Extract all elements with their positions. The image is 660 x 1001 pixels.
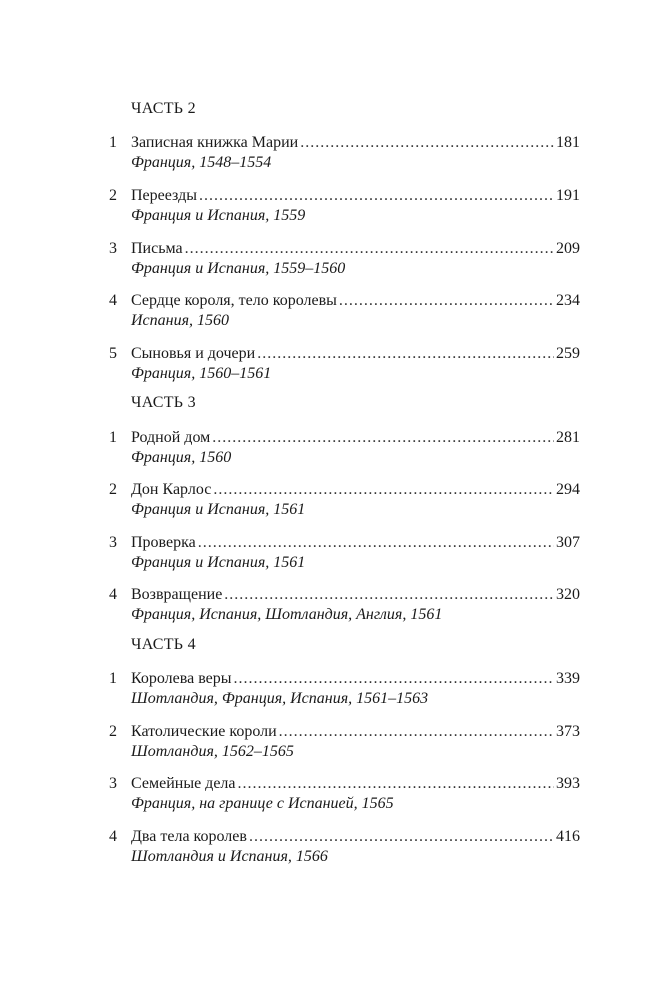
page-number: 307 — [556, 534, 580, 551]
dot-leader — [224, 585, 554, 605]
chapter-subtitle: Франция, 1560 — [131, 449, 232, 466]
chapter-line — [131, 585, 580, 605]
dot-leader — [212, 428, 554, 448]
chapter-line — [131, 533, 580, 553]
chapter-title: Родной дом — [131, 429, 211, 446]
chapter-line — [131, 428, 580, 448]
chapter-line — [131, 480, 580, 500]
chapter-number: 1 — [109, 670, 117, 687]
chapter-subtitle: Франция, Испания, Шотландия, Англия, 1561 — [131, 606, 443, 623]
page-number: 281 — [556, 429, 580, 446]
page-number: 259 — [556, 345, 580, 362]
dot-leader — [213, 480, 554, 500]
chapter-number: 5 — [109, 345, 117, 362]
dot-leader — [234, 669, 554, 689]
page-number: 209 — [556, 240, 580, 257]
chapter-title: Дон Карлос — [131, 481, 212, 498]
dot-leader — [257, 344, 554, 364]
chapter-title: Записная книжка Марии — [131, 134, 299, 151]
page-number: 181 — [556, 134, 580, 151]
page-number: 294 — [556, 481, 580, 498]
chapter-line — [131, 722, 580, 742]
chapter-line — [131, 133, 580, 153]
chapter-line — [131, 774, 580, 794]
chapter-number: 4 — [109, 828, 117, 845]
chapter-line — [131, 186, 580, 206]
chapter-title: Королева веры — [131, 670, 232, 687]
part-heading: ЧАСТЬ 4 — [131, 636, 196, 653]
page-number: 320 — [556, 586, 580, 603]
chapter-subtitle: Шотландия, 1562–1565 — [131, 743, 294, 760]
chapter-subtitle: Франция и Испания, 1561 — [131, 554, 306, 571]
page-number: 234 — [556, 292, 580, 309]
chapter-line — [131, 291, 580, 311]
chapter-subtitle: Испания, 1560 — [131, 312, 230, 329]
chapter-title: Католические короли — [131, 723, 277, 740]
dot-leader — [185, 239, 554, 259]
page-number: 339 — [556, 670, 580, 687]
chapter-number: 3 — [109, 534, 117, 551]
chapter-number: 1 — [109, 429, 117, 446]
chapter-number: 4 — [109, 292, 117, 309]
chapter-line — [131, 669, 580, 689]
page-number: 416 — [556, 828, 580, 845]
part-heading: ЧАСТЬ 2 — [131, 100, 196, 117]
chapter-subtitle: Франция, 1548–1554 — [131, 154, 272, 171]
chapter-number: 1 — [109, 134, 117, 151]
dot-leader — [199, 186, 554, 206]
chapter-number: 3 — [109, 240, 117, 257]
chapter-line — [131, 827, 580, 847]
chapter-title: Сыновья и дочери — [131, 345, 256, 362]
chapter-subtitle: Франция и Испания, 1559 — [131, 207, 306, 224]
page-number: 393 — [556, 775, 580, 792]
chapter-title: Проверка — [131, 534, 196, 551]
page-number: 373 — [556, 723, 580, 740]
chapter-subtitle: Шотландия и Испания, 1566 — [131, 848, 328, 865]
chapter-number: 4 — [109, 586, 117, 603]
chapter-subtitle: Франция, на границе с Испанией, 1565 — [131, 795, 394, 812]
part-heading: ЧАСТЬ 3 — [131, 394, 196, 411]
chapter-title: Два тела королев — [131, 828, 247, 845]
chapter-number: 2 — [109, 187, 117, 204]
chapter-subtitle: Франция, 1560–1561 — [131, 365, 272, 382]
chapter-line — [131, 239, 580, 259]
dot-leader — [339, 291, 554, 311]
chapter-number: 2 — [109, 481, 117, 498]
chapter-title: Письма — [131, 240, 183, 257]
dot-leader — [300, 133, 554, 153]
dot-leader — [249, 827, 554, 847]
chapter-title: Семейные дела — [131, 775, 236, 792]
dot-leader — [198, 533, 554, 553]
chapter-title: Возвращение — [131, 586, 223, 603]
chapter-title: Переезды — [131, 187, 197, 204]
dot-leader — [238, 774, 555, 794]
chapter-number: 2 — [109, 723, 117, 740]
chapter-subtitle: Шотландия, Франция, Испания, 1561–1563 — [131, 690, 429, 707]
chapter-title: Сердце короля, тело королевы — [131, 292, 337, 309]
page-number: 191 — [556, 187, 580, 204]
chapter-line — [131, 344, 580, 364]
chapter-subtitle: Франция и Испания, 1561 — [131, 501, 306, 518]
dot-leader — [279, 722, 554, 742]
chapter-subtitle: Франция и Испания, 1559–1560 — [131, 260, 346, 277]
chapter-number: 3 — [109, 775, 117, 792]
